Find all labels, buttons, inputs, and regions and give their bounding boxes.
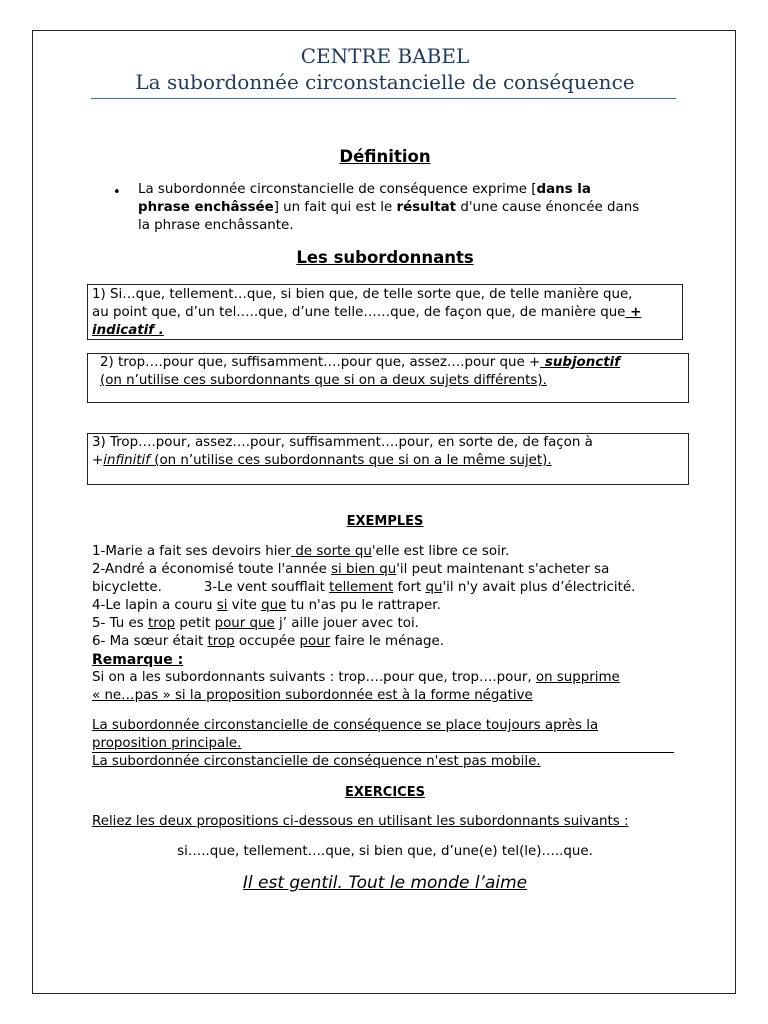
example-1: 1-Marie a fait ses devoirs hier de sorte qu'elle est libre ce soir. bbox=[92, 544, 510, 559]
subordonnants-heading: Les subordonnants bbox=[296, 248, 474, 267]
document-page bbox=[32, 30, 736, 994]
example-4: 4-Le lapin a couru si vite que tu n'as pu le rattraper. bbox=[92, 598, 441, 613]
exemples-list bbox=[92, 543, 692, 651]
exercice-sentence: Il est gentil. Tout le monde l’aime bbox=[242, 873, 528, 893]
exercices-subordonnants-list: si…..que, tellement….que, si bien que, d’une(e) tel(le)…..que. bbox=[177, 844, 593, 859]
example-5: 5- Tu es trop petit pour que j’ aille jouer avec toi. bbox=[92, 616, 419, 631]
exercices-instruction: Reliez les deux propositions ci-dessous en utilisant les subordonnants suivants : bbox=[92, 814, 629, 829]
header-divider bbox=[91, 98, 676, 99]
document-subtitle: La subordonnée circonstancielle de conséquence bbox=[135, 70, 635, 94]
subordonnants-box-3: 3) Trop….pour, assez….pour, suffisamment….pour, en sorte de, de façon à +infinitif (on n’utilise ces subordonnants que si on a le même sujet). bbox=[87, 433, 689, 485]
document-title: CENTRE BABEL bbox=[300, 44, 470, 68]
remarque-heading: Remarque : bbox=[92, 652, 184, 668]
example-2-3: bicyclette. 3-Le vent soufflait tellement fort qu'il n'y avait plus d’électricité. bbox=[92, 580, 636, 595]
definition-heading: Définition bbox=[339, 147, 431, 166]
subordonnants-box-2: 2) trop….pour que, suffisamment….pour que, assez….pour que + subjonctif (on n’utilise ces subordonnants que si on a deux sujets différents). bbox=[87, 353, 689, 403]
remarque-text: Si on a les subordonnants suivants : trop….pour que, trop….pour, on supprime « ne…pas » si la proposition subordonnée est à la forme négative bbox=[92, 670, 620, 703]
definition-text: La subordonnée circonstancielle de conséquence exprime [dans la phrase enchâssée] un fait qui est le résultat d'une cause énoncée dans la phrase enchâssante. bbox=[138, 182, 640, 233]
remarque-notes: La subordonnée circonstancielle de conséquence se place toujours après la proposition principale. La subordonnée circonstancielle de conséquence n'est pas mobile. bbox=[92, 717, 692, 771]
example-2: 2-André a économisé toute l'année si bien qu'il peut maintenant s'acheter sa bbox=[92, 562, 610, 577]
example-6: 6- Ma sœur était trop occupée pour faire le ménage. bbox=[92, 634, 445, 649]
exercices-heading: EXERCICES bbox=[345, 785, 425, 800]
exemples-heading: EXEMPLES bbox=[346, 514, 424, 529]
subordonnants-box-1: 1) Si…que, tellement…que, si bien que, de telle sorte que, de telle manière que, au point que, d’un tel…..que, d’une telle……que, de façon que, de manière que + indicatif . bbox=[87, 284, 683, 340]
definition-bullet: • bbox=[113, 185, 121, 200]
